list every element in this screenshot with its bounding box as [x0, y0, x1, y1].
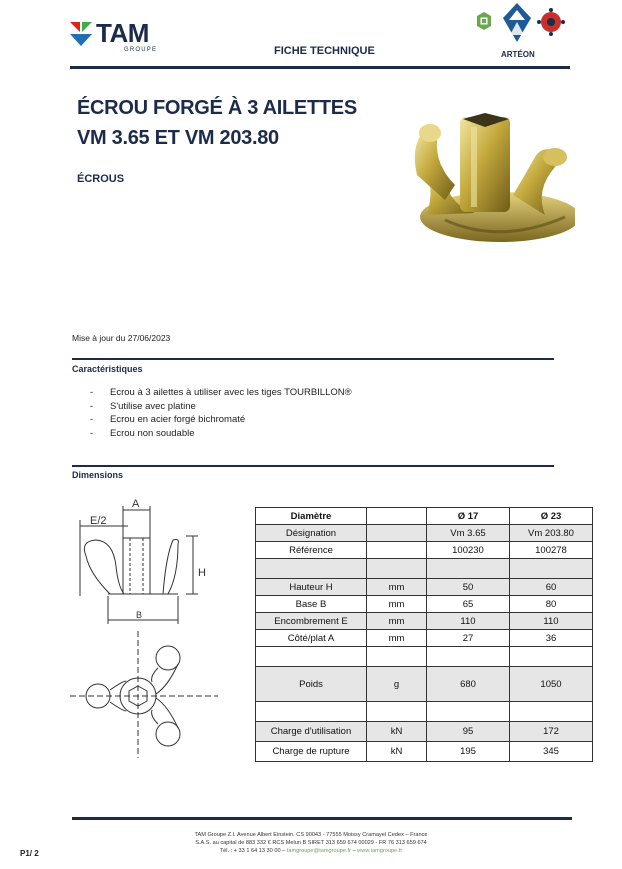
table-cell — [367, 508, 427, 525]
table-row — [256, 525, 593, 542]
table-cell — [367, 702, 427, 722]
tam-logo-text: TAM — [96, 18, 149, 48]
tam-logo-icon — [70, 22, 92, 46]
table-row — [256, 559, 593, 579]
list-item: - Ecrou non soudable — [90, 427, 352, 441]
table-cell — [427, 559, 510, 579]
dim-label-a: A — [132, 498, 140, 510]
table-cell: Diamètre — [256, 508, 367, 525]
footer-contact — [0, 848, 622, 854]
table-cell: Désignation — [256, 525, 367, 542]
table-cell — [427, 647, 510, 667]
table-cell: Encombrement E — [256, 613, 367, 630]
characteristics-list — [90, 386, 352, 440]
table-cell: Charge d'utilisation — [256, 722, 367, 742]
table-row — [256, 667, 593, 702]
table-cell: 50 — [427, 579, 510, 596]
table-cell: Vm 3.65 — [427, 525, 510, 542]
table-cell: 80 — [510, 596, 593, 613]
list-item: - Ecrou à 3 ailettes à utiliser avec les tiges TOURBILLON® — [90, 386, 352, 400]
table-cell: Ø 17 — [427, 508, 510, 525]
table-cell: Vm 203.80 — [510, 525, 593, 542]
table-cell — [256, 702, 367, 722]
list-item: - Ecrou en acier forgé bichromaté — [90, 413, 352, 427]
dimensions-table — [255, 507, 593, 762]
table-cell: 172 — [510, 722, 593, 742]
footer-website-link[interactable]: www.tamgroupe.fr — [357, 848, 403, 854]
table-cell: 345 — [510, 742, 593, 762]
dim-label-e2: E/2 — [90, 515, 107, 527]
tam-logo-subtext: GROUPE — [124, 47, 158, 53]
table-cell: 680 — [427, 667, 510, 702]
dim-label-h: H — [198, 567, 206, 579]
table-cell: 65 — [427, 596, 510, 613]
page-number: P1/ 2 — [20, 849, 39, 858]
table-cell: Hauteur H — [256, 579, 367, 596]
footer-address: TAM Groupe Z.I. Avenue Albert Einstein. CS 90043 - 77555 Moissy Cramayel Cedex – France — [194, 832, 428, 838]
table-cell: 27 — [427, 630, 510, 647]
footer-legal: S.A.S. au capital de 883 332 € RCS Melun B SIRET 313 659 674 00029 - FR 76 313 659 674 — [195, 840, 427, 846]
table-row — [256, 579, 593, 596]
dimensions-divider — [72, 465, 554, 467]
table-row — [256, 722, 593, 742]
table-cell: 60 — [510, 579, 593, 596]
table-cell: 100278 — [510, 542, 593, 559]
dimensions-title: Dimensions — [72, 470, 124, 480]
arteon-brand-icons — [472, 2, 572, 46]
table-row — [256, 542, 593, 559]
table-row — [256, 596, 593, 613]
arteon-brand-label: ARTÉON — [501, 50, 535, 59]
document-type-title: FICHE TECHNIQUE — [274, 45, 375, 57]
table-cell: 110 — [510, 613, 593, 630]
table-row — [256, 647, 593, 667]
table-row — [256, 613, 593, 630]
table-cell: mm — [367, 613, 427, 630]
footer-email-link[interactable]: tamgroupe@tamgroupe.fr — [286, 848, 351, 854]
table-cell: g — [367, 667, 427, 702]
table-cell — [256, 647, 367, 667]
table-cell: mm — [367, 630, 427, 647]
update-date: Mise à jour du 27/06/2023 — [72, 333, 171, 343]
table-cell: 110 — [427, 613, 510, 630]
wing-nut-photo — [405, 105, 575, 250]
table-cell — [367, 542, 427, 559]
table-cell: kN — [367, 722, 427, 742]
table-row — [256, 702, 593, 722]
table-cell: mm — [367, 579, 427, 596]
table-cell — [510, 702, 593, 722]
table-cell: Ø 23 — [510, 508, 593, 525]
table-cell: 195 — [427, 742, 510, 762]
product-title — [77, 93, 357, 153]
table-cell: Côté/plat A — [256, 630, 367, 647]
footer-phone: Tél. : + 33 1 64 13 30 00 – — [219, 848, 287, 854]
table-cell — [367, 647, 427, 667]
product-title-line1: ÉCROU FORGÉ À 3 AILETTES — [77, 97, 357, 119]
dim-label-b: B — [136, 610, 143, 620]
table-cell — [367, 559, 427, 579]
table-cell: Base B — [256, 596, 367, 613]
table-cell: 1050 — [510, 667, 593, 702]
table-row — [256, 630, 593, 647]
header-divider — [70, 66, 570, 69]
characteristics-title: Caractéristiques — [72, 364, 143, 374]
table-cell — [510, 559, 593, 579]
table-cell: mm — [367, 596, 427, 613]
table-cell — [510, 647, 593, 667]
table-cell: 95 — [427, 722, 510, 742]
table-cell — [256, 559, 367, 579]
list-item: - S'utilise avec platine — [90, 400, 352, 414]
technical-drawing — [68, 496, 228, 766]
footer-separator: – — [350, 848, 358, 854]
product-category: ÉCROUS — [77, 173, 125, 185]
footer-divider — [72, 817, 572, 820]
table-cell: Référence — [256, 542, 367, 559]
table-cell — [367, 525, 427, 542]
characteristics-divider — [72, 358, 554, 360]
table-cell: 36 — [510, 630, 593, 647]
table-cell: Poids — [256, 667, 367, 702]
table-header-row — [256, 508, 593, 525]
table-cell: 100230 — [427, 542, 510, 559]
table-cell: Charge de rupture — [256, 742, 367, 762]
table-cell: kN — [367, 742, 427, 762]
table-row — [256, 742, 593, 762]
table-cell — [427, 702, 510, 722]
product-title-line2: VM 3.65 ET VM 203.80 — [77, 127, 279, 149]
